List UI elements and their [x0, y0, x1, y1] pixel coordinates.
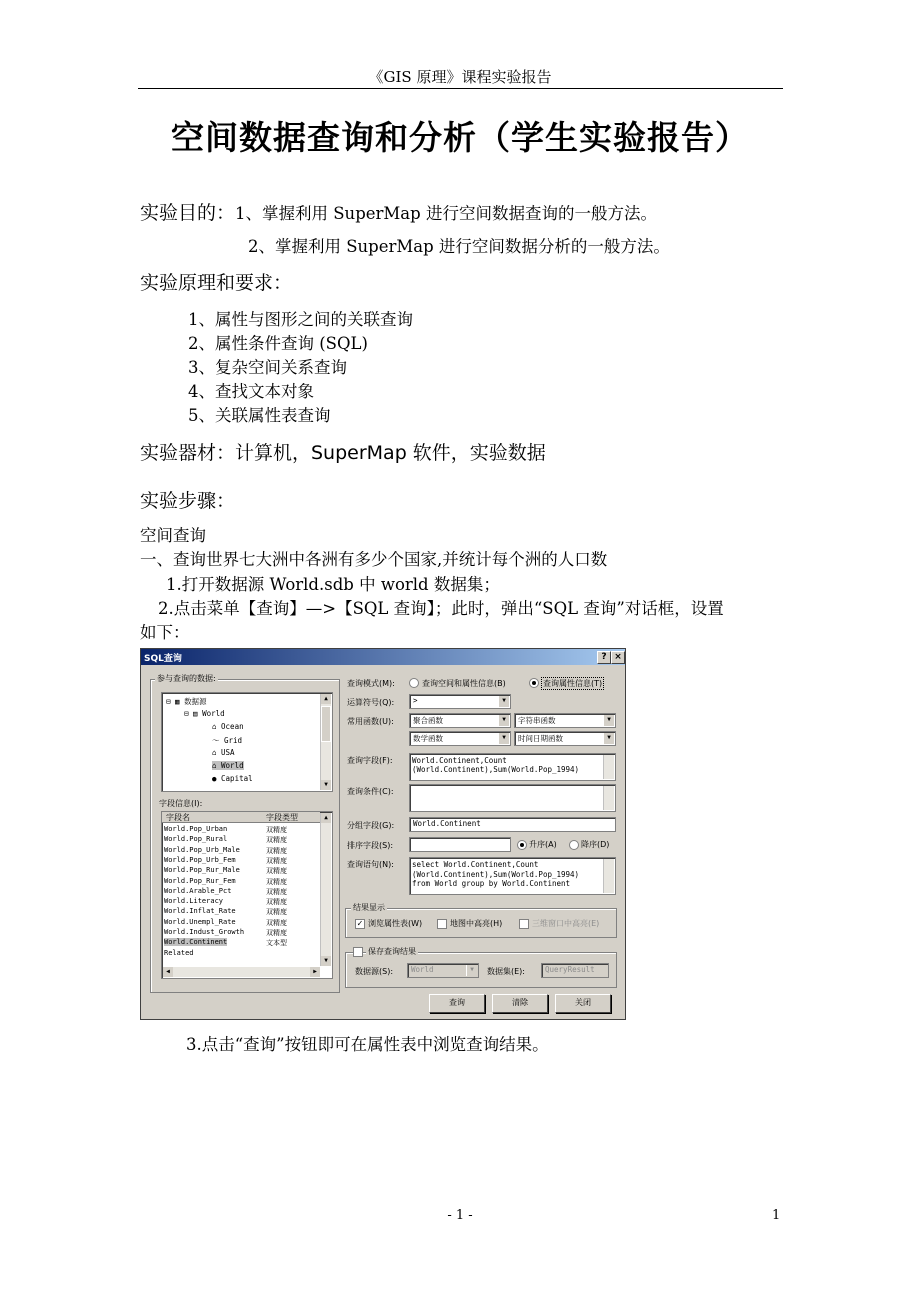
sort-label: 排序字段(S):	[347, 841, 394, 850]
dataset-input	[541, 963, 609, 978]
tree-item[interactable]: ⌂ USA	[212, 748, 235, 757]
scroll-thumb[interactable]	[321, 706, 331, 742]
step-1: 1.打开数据源 World.sdb 中 world 数据集；	[166, 575, 500, 594]
field-row[interactable]: World.Literacy	[164, 897, 224, 906]
purpose-line	[140, 198, 657, 225]
principle-item: 5、关联属性表查询	[188, 406, 331, 425]
steps-subtitle: 空间查询	[140, 526, 206, 545]
query-field-value: World.Continent,Count (World.Continent),Sum(World.Pop_1994)	[412, 756, 580, 774]
group-label: 分组字段(G):	[347, 821, 395, 830]
func-label: 常用函数(U):	[347, 717, 394, 726]
highlight-3d-label: 三维窗口中高亮(E)	[532, 919, 600, 928]
field-type: 双精度	[266, 929, 287, 937]
result-group-label: 结果显示	[353, 903, 385, 912]
field-type: 双精度	[266, 846, 287, 855]
workspace-icon: ▤	[193, 709, 198, 718]
data-group-label: 参与查询的数据:	[157, 674, 216, 683]
tree-item[interactable]: ● Capital	[212, 774, 253, 783]
scrollbar[interactable]	[603, 755, 614, 779]
purpose-item-2: 2、掌握利用 SuperMap 进行空间数据分析的一般方法。	[248, 237, 670, 256]
field-row[interactable]: World.Pop_Urban	[164, 825, 228, 833]
field-row[interactable]: World.Pop_Rural	[164, 835, 228, 844]
string-func-select[interactable]	[514, 713, 616, 728]
query-field-input[interactable]	[409, 753, 616, 781]
asc-radio[interactable]	[517, 840, 527, 850]
page-number: - 1 -	[447, 1208, 473, 1223]
math-func-value: 数学函数	[413, 734, 443, 743]
desc-radio[interactable]	[569, 840, 579, 850]
browse-table-label[interactable]: 浏览属性表(W)	[368, 919, 423, 928]
chevron-down-icon[interactable]: ▼	[603, 733, 614, 744]
save-result-label[interactable]: 保存查询结果	[368, 947, 416, 956]
step-2-cont: 如下：	[140, 623, 190, 642]
statement-label: 查询语句(N):	[347, 860, 394, 869]
field-type: 双精度	[266, 856, 287, 865]
scrollbar[interactable]	[603, 859, 614, 893]
field-row[interactable]: World.Pop_Rur_Fem	[164, 876, 236, 885]
principle-item: 2、属性条件查询 (SQL)	[188, 334, 368, 353]
close-icon[interactable]: ×	[611, 651, 625, 664]
tree-scrollbar[interactable]	[320, 694, 331, 790]
principle-item: 3、复杂空间关系查询	[188, 358, 347, 377]
step-3: 3.点击“查询”按钮即可在属性表中浏览查询结果。	[186, 1035, 549, 1054]
chevron-down-icon[interactable]: ▼	[498, 733, 509, 744]
line-icon: 〜	[212, 736, 220, 745]
header-rule	[138, 88, 783, 89]
condition-label: 查询条件(C):	[347, 787, 394, 796]
mode-attr-radio[interactable]	[529, 678, 539, 688]
field-row[interactable]: World.Pop_Rur_Male	[164, 866, 240, 875]
statement-input[interactable]	[409, 857, 616, 895]
purpose-label: 实验目的：	[140, 202, 236, 224]
datasource-select	[407, 963, 479, 978]
sql-query-dialog	[140, 648, 626, 1020]
principle-label: 实验原理和要求：	[140, 272, 293, 294]
query-mode-label: 查询模式(M):	[347, 679, 395, 688]
operator-value: >	[413, 696, 418, 705]
operator-label: 运算符号(Q):	[347, 698, 395, 707]
condition-input[interactable]	[409, 784, 616, 812]
math-func-select[interactable]	[409, 731, 511, 746]
highlight-map-checkbox[interactable]	[437, 919, 447, 929]
mode-spatial-radio[interactable]	[409, 678, 419, 688]
tree-item[interactable]: ⌂ Ocean	[212, 722, 244, 731]
column-header[interactable]: 字段类型	[266, 813, 298, 822]
field-vscrollbar[interactable]	[320, 813, 331, 966]
tree-item-selected[interactable]: ⌂ World	[212, 761, 244, 770]
group-value: World.Continent	[413, 819, 481, 828]
tree-item[interactable]: 〜 Grid	[212, 736, 243, 745]
field-type: 双精度	[266, 826, 287, 834]
report-title: 空间数据查询和分析（学生实验报告）	[171, 118, 749, 157]
field-row[interactable]: World.Arable_Pct	[164, 886, 232, 895]
sort-input[interactable]	[409, 837, 511, 852]
close-button[interactable]: 关闭	[555, 994, 611, 1013]
dataset-value: QueryResult	[545, 965, 595, 974]
field-row[interactable]: World.Inflat_Rate	[164, 907, 236, 916]
datasource-value: World	[411, 965, 434, 974]
agg-func-value: 聚合函数	[413, 716, 443, 725]
mode-attr-label[interactable]: 查询属性信息(T)	[543, 679, 603, 688]
dialog-titlebar	[141, 649, 625, 665]
page-header: 《GIS 原理》课程实验报告	[368, 68, 552, 86]
principle-item: 4、查找文本对象	[188, 382, 314, 401]
step-2: 2.点击菜单【查询】—>【SQL 查询】；此时，弹出“SQL 查询”对话框，设置	[158, 599, 724, 618]
group-input[interactable]	[409, 817, 616, 832]
agg-func-select[interactable]	[409, 713, 511, 728]
field-type: 双精度	[266, 887, 287, 896]
field-type: 双精度	[266, 867, 287, 876]
field-row[interactable]: World.Indust_Growth	[164, 928, 245, 936]
field-type: 双精度	[266, 836, 287, 845]
desc-label[interactable]: 降序(D)	[581, 840, 610, 849]
chevron-down-icon: ▼	[466, 965, 477, 976]
field-type: 双精度	[266, 877, 287, 886]
field-type: 双精度	[266, 918, 287, 927]
help-button[interactable]: ?	[597, 651, 611, 664]
field-row[interactable]: World.Pop_Urb_Male	[164, 845, 240, 854]
field-row[interactable]: World.Pop_Urb_Fem	[164, 855, 236, 864]
query-button[interactable]: 查询	[429, 994, 485, 1013]
mode-spatial-label[interactable]: 查询空间和属性信息(B)	[422, 679, 506, 688]
tree-item[interactable]: ⊟ ▤ World	[184, 709, 225, 718]
point-icon: ●	[212, 774, 217, 783]
scroll-up-icon[interactable]: ▲	[321, 813, 331, 823]
dialog-title: SQL查询	[144, 654, 182, 664]
tree-item[interactable]: ⊟ ▦ 数据源	[166, 697, 207, 706]
dataset-tree[interactable]	[161, 692, 333, 792]
field-row[interactable]: World.Unempl_Rate	[164, 917, 236, 926]
statement-value: select World.Continent,Count (World.Continent),Sum(World.Pop_1994) from World group by World.Continent	[412, 860, 580, 888]
field-type: 双精度	[266, 898, 287, 907]
steps-label: 实验步骤：	[140, 490, 236, 512]
chevron-down-icon[interactable]: ▼	[603, 715, 614, 726]
dataset-label: 数据集(E):	[487, 967, 525, 976]
purpose-item-1: 1、掌握利用 SuperMap 进行空间数据查询的一般方法。	[235, 204, 657, 223]
field-row-selected[interactable]: World.Continent	[164, 938, 228, 947]
date-func-value: 时间日期函数	[518, 734, 563, 743]
column-header[interactable]: 字段名	[166, 813, 190, 822]
highlight-map-label[interactable]: 地图中高亮(H)	[450, 919, 503, 928]
field-type: 双精度	[266, 908, 287, 917]
date-func-select[interactable]	[514, 731, 616, 746]
clear-button[interactable]: 清除	[492, 994, 548, 1013]
chevron-down-icon[interactable]: ▼	[498, 715, 509, 726]
scroll-down-icon[interactable]: ▼	[321, 956, 331, 966]
scroll-down-icon[interactable]: ▼	[321, 780, 331, 790]
page-count: 1	[772, 1208, 781, 1223]
scroll-right-icon[interactable]: ▶	[310, 967, 320, 977]
field-list-header	[162, 812, 320, 823]
field-list[interactable]	[161, 811, 333, 979]
field-type: 文本型	[266, 939, 287, 948]
highlight-3d-checkbox	[519, 919, 529, 929]
string-func-value: 字符串函数	[518, 716, 556, 725]
equipment-line: 实验器材：计算机，SuperMap 软件，实验数据	[140, 442, 546, 464]
scroll-up-icon[interactable]: ▲	[321, 694, 331, 704]
region-icon: ⌂	[212, 722, 217, 731]
save-result-checkbox[interactable]	[353, 947, 363, 957]
field-info-label: 字段信息(I):	[159, 799, 203, 808]
region-icon: ⌂	[212, 748, 217, 757]
steps-task: 一、查询世界七大洲中各洲有多少个国家,并统计每个洲的人口数	[140, 550, 608, 569]
datasource-label: 数据源(S):	[355, 967, 394, 976]
datasource-icon: ▦	[175, 697, 180, 706]
field-hscrollbar[interactable]	[163, 967, 320, 977]
scroll-left-icon[interactable]: ◀	[163, 967, 173, 977]
principle-item: 1、属性与图形之间的关联查询	[188, 310, 413, 329]
region-icon: ⌂	[212, 761, 217, 770]
operator-select[interactable]	[409, 694, 511, 709]
query-field-label: 查询字段(F):	[347, 756, 393, 765]
browse-table-checkbox[interactable]: ✓	[356, 919, 364, 928]
field-row[interactable]: Related	[164, 948, 194, 957]
asc-label[interactable]: 升序(A)	[529, 840, 557, 849]
chevron-down-icon[interactable]: ▼	[498, 696, 509, 707]
scrollbar[interactable]	[603, 786, 614, 810]
